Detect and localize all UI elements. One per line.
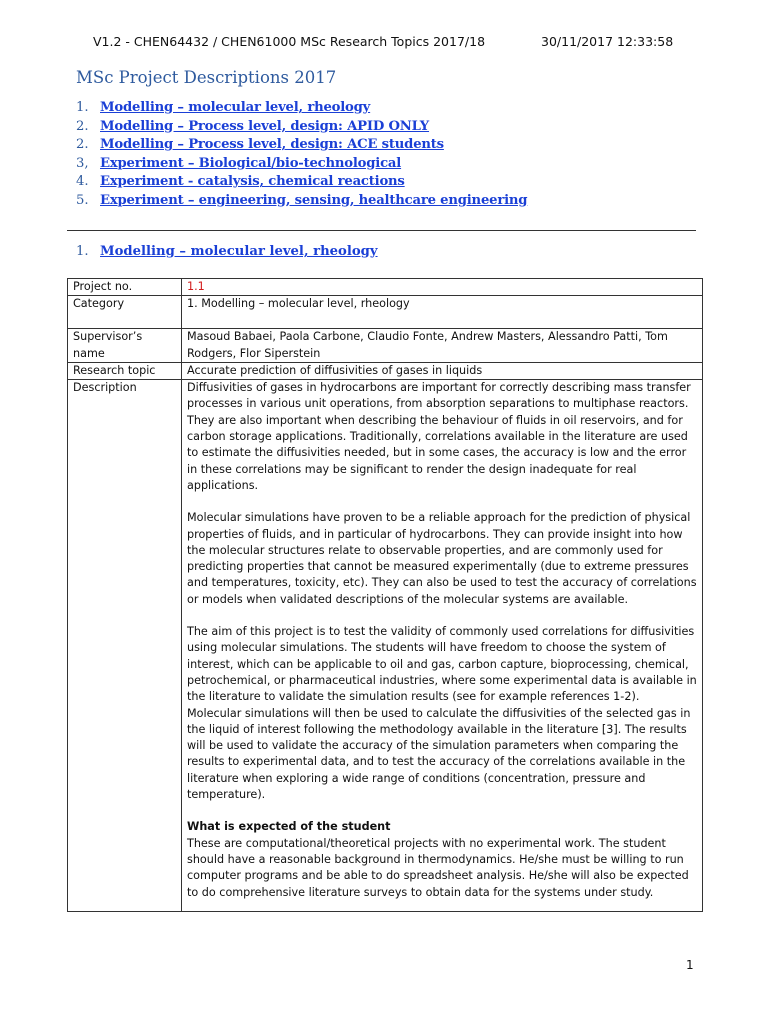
description-paragraph: The aim of this project is to test the validity of commonly used correlations for diffusivities using molecular simulations. The students will have freedom to choose the system of interest, which can be applicable to oil and gas, carbon capture, bioprocessing, chemical, petrochemical, or pharmaceutical industries, where some experimental data is available in the literature to validate the simulation results (see for example references 1-2). Molecular simulations will then be used to calculate the diffusivities of the selected gas in the liquid of interest following the methodology available in the literature [3]. The results will be used to validate the accuracy of the simulation parameters when comparing the results to experimental data, and to test the accuracy of the correlations available in the literature when exploring a wide range of conditions (concentration, pressure and temperature). (187, 625, 697, 802)
toc-link-experiment-catalysis[interactable]: Experiment - catalysis, chemical reactions (100, 174, 405, 190)
toc-item: 3, Experiment – Biological/bio-technological (76, 155, 402, 171)
research-topic-label: Research topic (68, 362, 182, 379)
toc-item: 2. Modelling – Process level, design: ACE students (76, 137, 444, 153)
table-row (68, 296, 703, 329)
horizontal-divider (67, 230, 696, 231)
toc-link-experiment-engineering[interactable]: Experiment – engineering, sensing, healthcare engineering (100, 192, 528, 208)
toc-link-modelling-process-apid[interactable]: Modelling – Process level, design: APID ONLY (100, 118, 430, 134)
description-cell (182, 380, 703, 912)
section-heading-link[interactable]: Modelling – molecular level, rheology (100, 244, 378, 259)
table-row (68, 329, 703, 363)
toc-item: 1. Modelling – molecular level, rheology (76, 100, 371, 115)
project-no-label: Project no. (68, 279, 182, 296)
section-heading: 1. Modelling – molecular level, rheology (76, 244, 378, 259)
page-number: 1 (686, 958, 694, 972)
toc-item: 5. Experiment – engineering, sensing, healthcare engineering (76, 192, 528, 208)
table-row (68, 380, 703, 912)
toc-item: 2. Modelling – Process level, design: APID ONLY (76, 118, 430, 134)
header-document-title: V1.2 - CHEN64432 / CHEN61000 MSc Research Topics 2017/18 (93, 34, 486, 49)
expected-text: These are computational/theoretical projects with no experimental work. The student should have a reasonable background in thermodynamics. He/she must be willing to run computer programs and be able to do spreadsheet analysis. He/she will also be expected to do comprehensive literature surveys to obtain data for the systems under study. (187, 836, 689, 899)
supervisor-value: Masoud Babaei, Paola Carbone, Claudio Fonte, Andrew Masters, Alessandro Patti, Tom Rodgers, Flor Siperstein (182, 329, 703, 363)
table-row (68, 362, 703, 379)
toc-link-experiment-biological[interactable]: Experiment – Biological/bio-technological (100, 155, 402, 171)
header-timestamp: 30/11/2017 12:33:58 (541, 34, 674, 49)
project-no-value: 1.1 (182, 279, 703, 296)
toc-item: 4. Experiment - catalysis, chemical reactions (76, 174, 405, 190)
table-of-contents (76, 100, 527, 212)
description-label: Description (68, 380, 182, 912)
category-label: Category (68, 296, 182, 329)
description-paragraph: Diffusivities of gases in hydrocarbons are important for correctly describing mass transfer processes in various unit operations, from absorption separations to multiphase reactors. They are also important when describing the behaviour of fluids in oil reservoirs, and for carbon storage applications. Traditionally, correlations available in the literature are used to estimate the diffusivities needed, but in some cases, the accuracy is low and the error in these correlations may be significant to render the design inadequate for real applications. (187, 381, 691, 492)
category-value: 1. Modelling – molecular level, rheology (182, 296, 703, 329)
table-row (68, 279, 703, 296)
project-table (67, 278, 703, 912)
page-title: MSc Project Descriptions 2017 (76, 68, 337, 87)
description-paragraph: Molecular simulations have proven to be a reliable approach for the prediction of physical properties of fluids, and in particular of hydrocarbons. They can provide insight into how the molecular structures relate to observable properties, and are commonly used for predicting properties that cannot be measured experimentally (due to extreme pressures and temperatures, toxicity, etc). They can also be used to test the accuracy of correlations or models when validated descriptions of the molecular systems are available. (187, 511, 697, 606)
expected-heading: What is expected of the student (187, 820, 391, 834)
research-topic-value: Accurate prediction of diffusivities of gases in liquids (182, 362, 703, 379)
toc-link-modelling-molecular[interactable]: Modelling – molecular level, rheology (100, 100, 371, 115)
supervisor-label: Supervisor’s name (68, 329, 182, 363)
toc-link-modelling-process-ace[interactable]: Modelling – Process level, design: ACE students (100, 137, 444, 153)
